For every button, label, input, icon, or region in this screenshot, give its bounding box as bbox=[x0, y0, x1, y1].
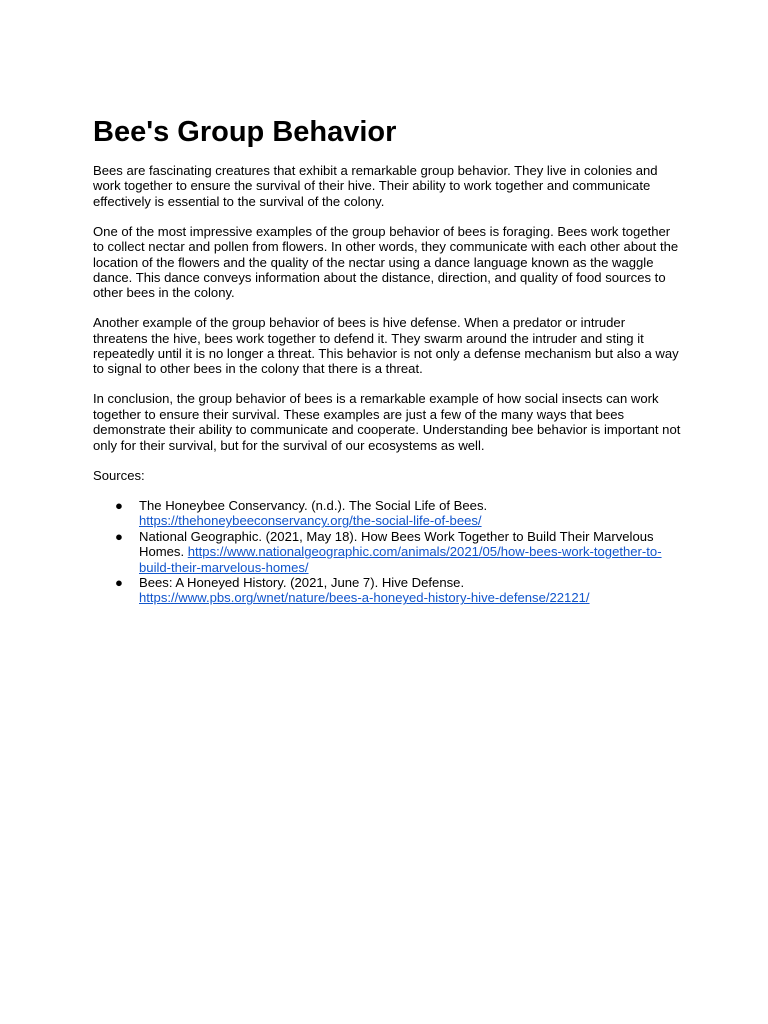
source-link[interactable]: https://www.pbs.org/wnet/nature/bees-a-honeyed-history-hive-defense/22121/ bbox=[139, 590, 590, 606]
bullet-icon: ● bbox=[115, 497, 123, 513]
source-item bbox=[93, 529, 683, 575]
source-citation: National Geographic. (2021, May 18). How Bees Work Together to Build Their Marvelous Homes. bbox=[139, 528, 654, 560]
sources-list bbox=[93, 498, 683, 606]
sources-label: Sources: bbox=[93, 467, 145, 483]
source-citation: Bees: A Honeyed History. (2021, June 7). Hive Defense. bbox=[139, 574, 465, 590]
bullet-icon: ● bbox=[115, 528, 123, 544]
document-title: Bee's Group Behavior bbox=[93, 116, 397, 148]
source-item bbox=[93, 498, 683, 529]
source-link[interactable]: https://thehoneybeeconservancy.org/the-social-life-of-bees/ bbox=[139, 513, 482, 529]
source-item bbox=[93, 575, 683, 606]
paragraph-foraging: One of the most impressive examples of the group behavior of bees is foraging. Bees work together to collect nectar and pollen from flowers. In other words, they communicate with each other about the location of the flowers and the quality of the nectar using a dance language known as the waggle dance. This dance conveys information about the distance, direction, and quality of food sources to other bees in the colony. bbox=[93, 223, 679, 301]
source-link[interactable]: https://www.nationalgeographic.com/animals/2021/05/how-bees-work-together-to-build-their-marvelous-homes/ bbox=[139, 544, 662, 575]
paragraph-intro: Bees are fascinating creatures that exhibit a remarkable group behavior. They live in colonies and work together to ensure the survival of their hive. Their ability to work together and communicate effectively is essential to the survival of the colony. bbox=[93, 163, 658, 209]
paragraph-conclusion: In conclusion, the group behavior of bees is a remarkable example of how social insects can work together to ensure their survival. These examples are just a few of the many ways that bees demonstrate their ability to communicate and cooperate. Understanding bee behavior is important not only for their survival, but for the survival of our ecosystems as well. bbox=[93, 391, 681, 453]
source-citation: The Honeybee Conservancy. (n.d.). The Social Life of Bees. bbox=[139, 497, 488, 513]
document-body bbox=[93, 163, 683, 606]
bullet-icon: ● bbox=[115, 574, 123, 590]
paragraph-hive-defense: Another example of the group behavior of bees is hive defense. When a predator or intruder threatens the hive, bees work together to defend it. They swarm around the intruder and sting it repeatedly until it is no longer a threat. This behavior is not only a defense mechanism but also a way to signal to other bees in the colony that there is a threat. bbox=[93, 315, 679, 377]
